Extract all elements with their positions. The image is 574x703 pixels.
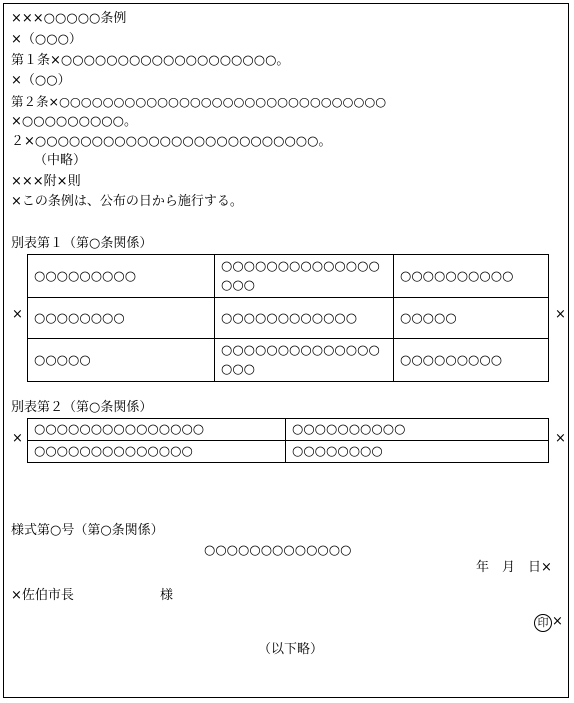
supplementary-title: ×××附×則 [11,174,81,189]
table-cell: ○○○○○ [394,298,549,339]
article-heading: ×（○○○） [11,32,82,47]
table-row [28,441,549,463]
table-cell: ○○○○○○○○ [286,441,549,463]
table2-caption: 別表第２（第○条関係） [11,400,153,415]
table-cell: ○○○○○○○○○ [28,255,215,298]
appendix-table-1 [27,254,549,382]
seal-mark: 印 [534,614,552,632]
table1-left-mark: × [12,307,23,322]
article-2-paragraph-2: ２×○○○○○○○○○○○○○○○○○○○○○○○○○。 [11,134,332,149]
table-cell: ○○○○○○○○○ [394,339,549,382]
ordinance-title: ×××○○○○○条例 [11,11,127,26]
form-recipient: ×佐伯市長 [11,588,74,603]
article-2-continued: ×○○○○○○○○○。 [11,114,137,129]
table-row [28,298,549,339]
table-cell: ○○○○○○○○○○ [286,419,549,441]
table2-right-mark: × [555,431,566,446]
table-cell: ○○○○○○○○ [28,298,215,339]
article-heading-2: ×（○○） [11,73,71,88]
table1-caption: 別表第１（第○条関係） [11,236,153,251]
table-row [28,339,549,382]
table1-right-mark: × [555,307,566,322]
table-cell: ○○○○○○○○○○○○ [215,298,394,339]
form-document-title: ○○○○○○○○○○○○○ [204,543,352,558]
table-cell: ○○○○○○○○○○ [394,255,549,298]
seal-suffix: × [552,614,563,629]
table-row [28,255,549,298]
appendix-table-2 [27,418,549,463]
table2-left-mark: × [12,431,23,446]
form-date: 年 月 日× [476,560,552,575]
article-1: 第１条×○○○○○○○○○○○○○○○○○○○。 [11,53,290,68]
rest-omitted-note: （以下略） [258,642,324,657]
table-cell: ○○○○○ [28,339,215,382]
table-row [28,419,549,441]
article-2: 第２条×○○○○○○○○○○○○○○○○○○○○○○○○○○○○○○ [11,94,387,109]
table-cell: ○○○○○○○○○○○○○○ [28,441,286,463]
table-cell: ○○○○○○○○○○○○○○○○○ [215,339,394,382]
table-cell: ○○○○○○○○○○○○○○○ [28,419,286,441]
omitted-note: （中略） [34,153,87,168]
form-title: 様式第○号（第○条関係） [11,523,164,538]
table-cell: ○○○○○○○○○○○○○○○○○ [215,255,394,298]
supplementary-text: ×この条例は、公布の日から施行する。 [11,194,243,209]
form-honorific: 様 [160,588,174,603]
